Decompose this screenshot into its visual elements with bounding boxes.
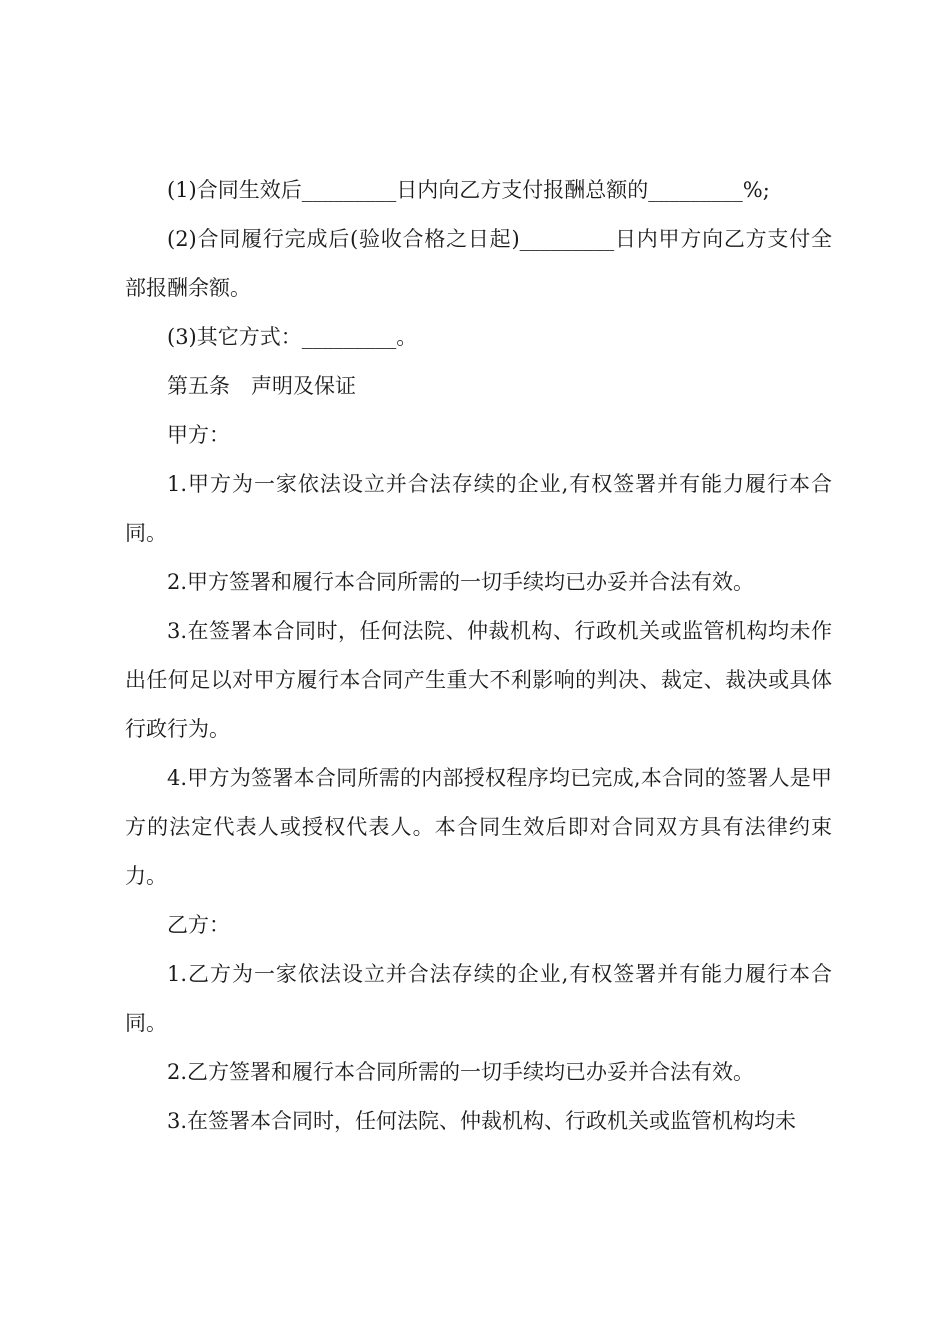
article-5-heading: 第五条 声明及保证 (167, 374, 356, 398)
party-a-item-2: 2.甲方签署和履行本合同所需的一切手续均已办妥并合法有效。 (167, 570, 755, 594)
party-b-heading: 乙方： (167, 913, 230, 937)
party-a-item-4: 4.甲方为签署本合同所需的内部授权程序均已完成,本合同的签署人是甲方的法定代表人或授权代表人。本合同生效后即对合同双方具有法律约束力。 (125, 766, 832, 888)
document-body (125, 166, 832, 1146)
payment-clause-2: (2)合同履行完成后(验收合格之日起)_________日内甲方向乙方支付全部报酬余额。 (125, 227, 832, 300)
party-a-item-1: 1.甲方为一家依法设立并合法存续的企业,有权签署并有能力履行本合同。 (125, 472, 832, 545)
party-b-item-2: 2.乙方签署和履行本合同所需的一切手续均已办妥并合法有效。 (167, 1060, 755, 1084)
party-b-item-3: 3.在签署本合同时，任何法院、仲裁机构、行政机关或监管机构均未 (167, 1109, 797, 1133)
party-b-item-1: 1.乙方为一家依法设立并合法存续的企业,有权签署并有能力履行本合同。 (125, 962, 832, 1035)
payment-clause-3: (3)其它方式：_________。 (167, 325, 418, 349)
party-a-item-3: 3.在签署本合同时，任何法院、仲裁机构、行政机关或监管机构均未作出任何足以对甲方履行本合同产生重大不利影响的判决、裁定、裁决或具体行政行为。 (125, 619, 832, 741)
party-a-heading: 甲方： (167, 423, 230, 447)
payment-clause-1: (1)合同生效后_________日内向乙方支付报酬总额的_________%; (167, 178, 770, 202)
